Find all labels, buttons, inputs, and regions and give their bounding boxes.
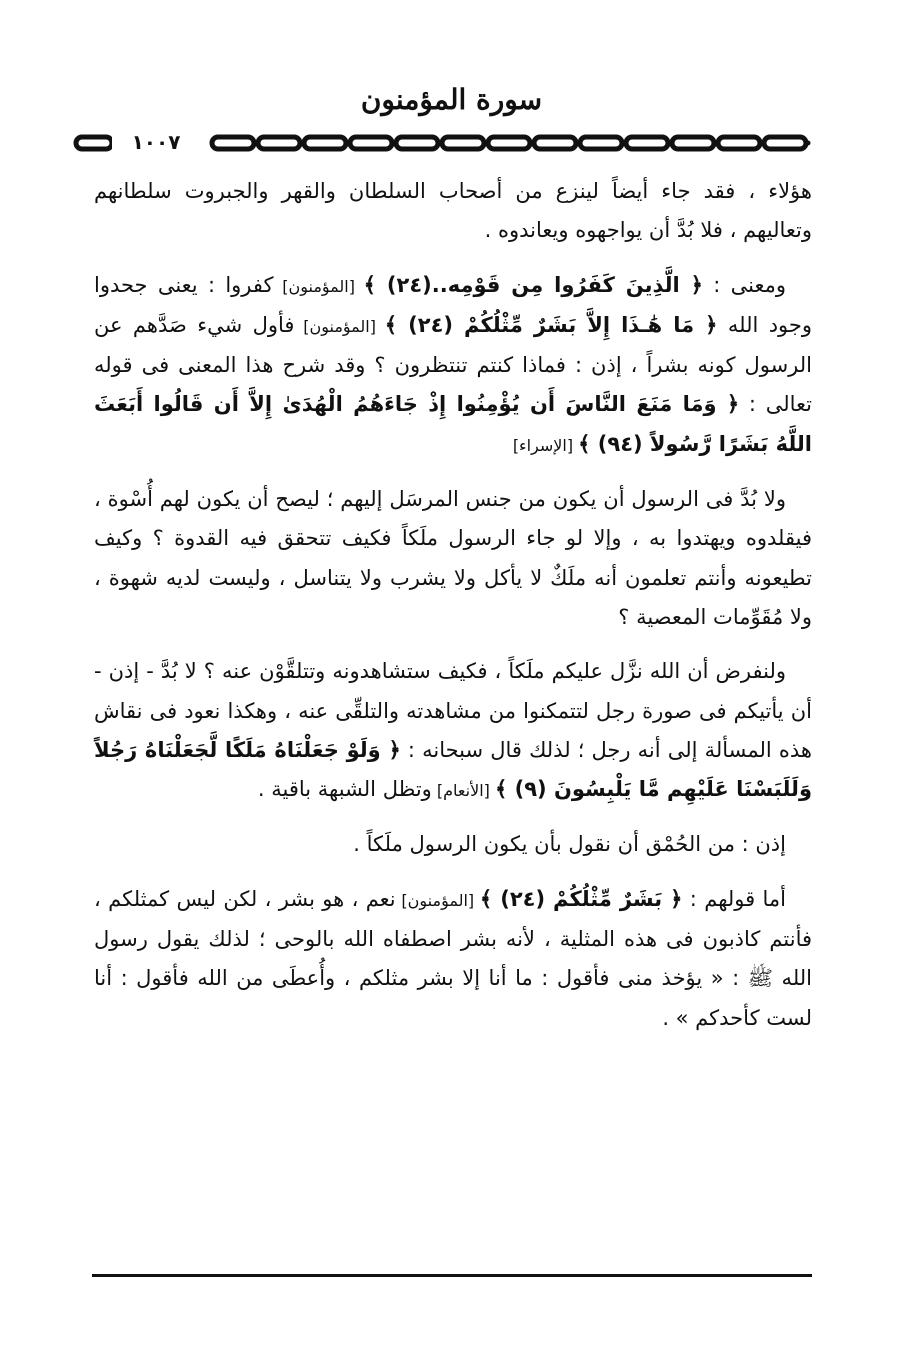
paragraph-text: كفروا : يعنى جحدوا وجود الله bbox=[94, 272, 813, 337]
paragraph bbox=[94, 652, 812, 810]
paragraph-text: إذن : من الحُمْق أن نقول بأن يكون الرسول ملَكاً . bbox=[353, 832, 786, 857]
paragraph bbox=[94, 825, 812, 864]
paragraph-text: وتظل الشبهة باقية . bbox=[257, 777, 432, 802]
surah-title: سورة المؤمنون bbox=[360, 83, 543, 116]
footer-rule bbox=[92, 1274, 812, 1277]
paragraph-text: هؤلاء ، فقد جاء أيضاً لينزع من أصحاب السلطان والقهر والجبروت سلطانهم وتعاليهم ، فلا بُدَّ أن يواجهوه ويعاندوه . bbox=[94, 179, 812, 243]
surah-reference: [المؤمنون] bbox=[273, 276, 364, 296]
quran-verse: ﴿ وَلَوْ جَعَلْنَاهُ مَلَكًا لَّجَعَلْنَاهُ رَجُلاً وَلَلَبَسْنَا عَلَيْهِم مَّا يَلْبِسُونَ (٩) ﴾ bbox=[94, 737, 812, 802]
paragraph-text: ولا بُدَّ فى الرسول أن يكون من جنس المرسَل إليهم ؛ ليصح أن يكون لهم أُسْوة ، فيقلدوه ويهتدوا به ، وإلا لو جاء الرسول ملَكاً فكيف تتحقق فيه القدوة ؟ وكيف تطيعونه وأنتم تعلمون أنه ملَكٌ لا يأكل ولا يشرب ولا يتناسل ، وليست لديه شهوة ، ولا مُقَوِّمات المعصية ؟ bbox=[94, 487, 812, 629]
paragraph-text: أما قولهم : bbox=[682, 886, 786, 911]
quran-verse: ﴿ وَمَا مَنَعَ النَّاسَ أَن يُؤْمِنُوا إِذْ جَاءَهُمُ الْهُدَىٰ إِلاَّ أَن قَالُوا أَبَعَثَ اللَّهُ بَشَرًا رَّسُولاً (٩٤) ﴾ bbox=[94, 392, 812, 456]
quran-verse: ﴿ الَّذِينَ كَفَرُوا مِن قَوْمِه..(٢٤) ﴾ bbox=[363, 272, 703, 297]
page-body bbox=[94, 172, 812, 1053]
paragraph bbox=[94, 266, 812, 465]
surah-reference: [الإسراء] bbox=[512, 435, 579, 455]
page-number: ١٠٠٧ bbox=[112, 127, 200, 157]
paragraph bbox=[94, 480, 812, 637]
surah-reference: [المؤمنون] bbox=[294, 316, 385, 336]
paragraph-text: فأول شيء صَدَّهم عن الرسول كونه بشراً ، إذن : فماذا كنتم تنتظرون ؟ وقد شرح هذا المعنى فى قوله تعالى : bbox=[94, 312, 813, 417]
paragraph bbox=[94, 880, 812, 1038]
paragraph bbox=[94, 172, 812, 251]
paragraph-text: ومعنى : bbox=[702, 272, 786, 297]
quran-verse: ﴿ مَا هَٰـذَا إِلاَّ بَشَرٌ مِّثْلُكُمْ (٢٤) ﴾ bbox=[384, 312, 718, 337]
paragraph-text: نعم ، هو بشر ، لكن ليس كمثلكم ، فأنتم كاذبون فى هذه المثلية ، لأنه بشر اصطفاه الله بالوحى ؛ لذلك يقول رسول الله ﷺ : « يؤخذ منى فأقول : ما أنا إلا بشر مثلكم ، وأُعطَى من الله فأقول : أنا لست كأحدكم » . bbox=[94, 886, 812, 1030]
surah-reference: [المؤمنون] bbox=[395, 890, 480, 910]
paragraph-text: ولنفرض أن الله نزَّل عليكم ملَكاً ، فكيف ستشاهدونه وتتلقَّوْن عنه ؟ لا بُدَّ - إذن - أن يأتيكم فى صورة رجل لتتمكنوا من مشاهدته والتلقِّى عنه ، وهكذا نعود فى نقاش هذه المسألة إلى أنه رجل ؛ لذلك قال سبحانه : bbox=[94, 659, 812, 762]
quran-verse: ﴿ بَشَرٌ مِّثْلُكُمْ (٢٤) ﴾ bbox=[479, 886, 683, 911]
surah-reference: [الأنعام] bbox=[431, 781, 495, 801]
